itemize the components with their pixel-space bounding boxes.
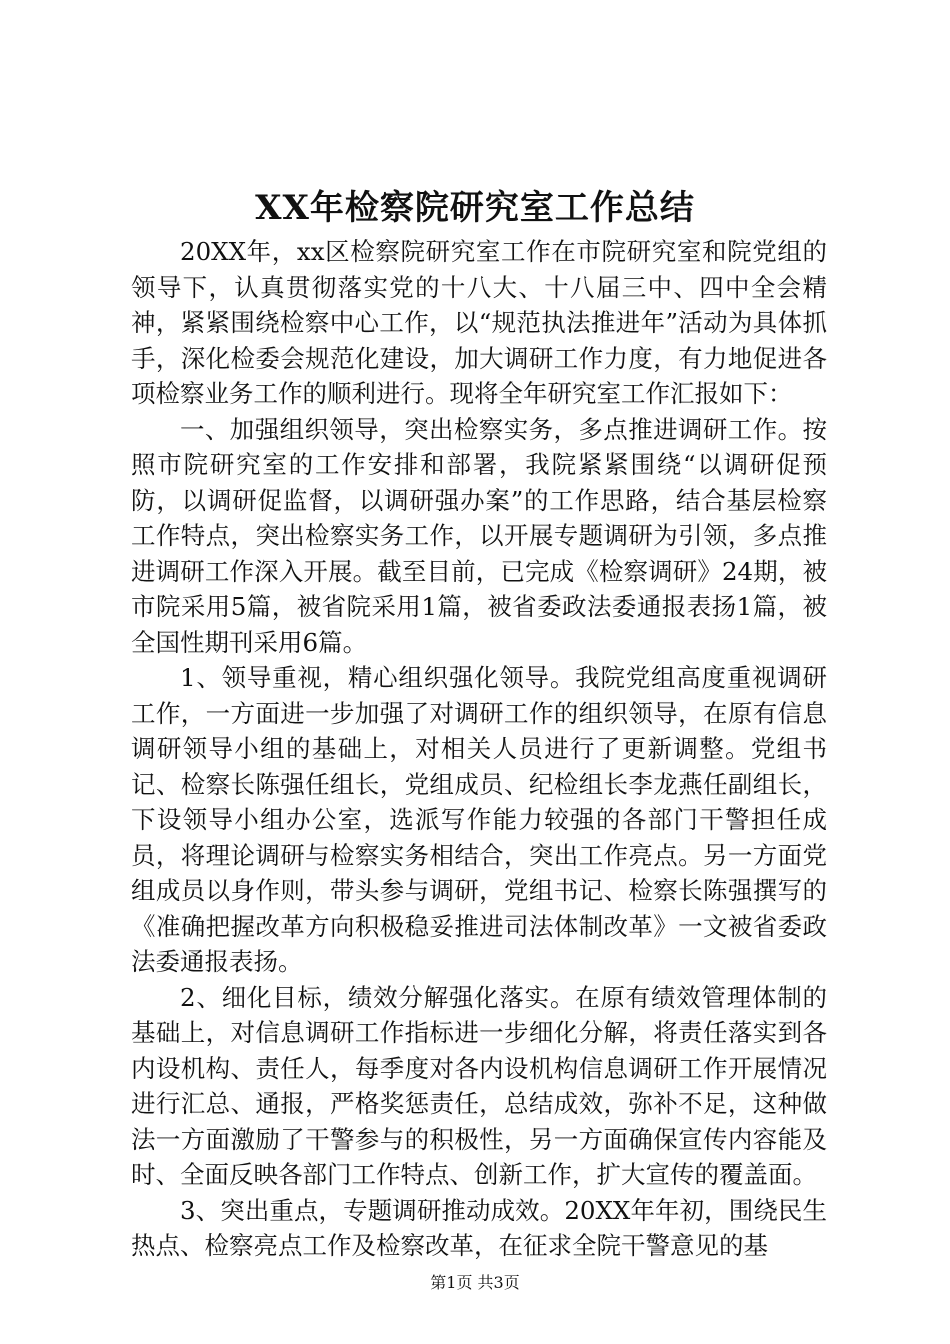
paragraph-item-3: 3、突出重点，专题调研推动成效。20XX年年初，围绕民生热点、检察亮点工作及检察改革，在征求全院干警意见的基 <box>131 1195 827 1260</box>
paragraph-section-1: 一、加强组织领导，突出检察实务，多点推进调研工作。按照市院研究室的工作安排和部署，我院紧紧围绕“以调研促预防，以调研促监督，以调研强办案”的工作思路，结合基层检察工作特点，突出检察实务工作，以开展专题调研为引领，多点推进调研工作深入开展。截至目前，已完成《检察调研》24期，被市院采用5篇，被省院采用1篇，被省委政法委通报表扬1篇，被全国性期刊采用6篇。 <box>131 414 827 657</box>
document-body <box>131 234 827 1264</box>
paragraph-intro: 20XX年，xx区检察院研究室工作在市院研究室和院党组的领导下，认真贯彻落实党的十八大、十八届三中、四中全会精神，紧紧围绕检察中心工作，以“规范执法推进年”活动为具体抓手，深化检委会规范化建设，加大调研工作力度，有力地促进各项检察业务工作的顺利进行。现将全年研究室工作汇报如下： <box>131 237 827 408</box>
paragraph-item-2: 2、细化目标，绩效分解强化落实。在原有绩效管理体制的基础上，对信息调研工作指标进一步细化分解，将责任落实到各内设机构、责任人，每季度对各内设机构信息调研工作开展情况进行汇总、通报，严格奖惩责任，总结成效，弥补不足，这种做法一方面激励了干警参与的积极性，另一方面确保宣传内容能及时、全面反映各部门工作特点、创新工作，扩大宣传的覆盖面。 <box>131 982 827 1189</box>
page-footer: 第1页 共3页 <box>430 1273 520 1292</box>
document-title: XX年检察院研究室工作总结 <box>255 188 695 228</box>
paragraph-item-1: 1、领导重视，精心组织强化领导。我院党组高度重视调研工作，一方面进一步加强了对调研工作的组织领导，在原有信息调研领导小组的基础上，对相关人员进行了更新调整。党组书记、检察长陈强任组长，党组成员、纪检组长李龙燕任副组长，下设领导小组办公室，选派写作能力较强的各部门干警担任成员，将理论调研与检察实务相结合，突出工作亮点。另一方面党组成员以身作则，带头参与调研，党组书记、检察长陈强撰写的《准确把握改革方向积极稳妥推进司法体制改革》一文被省委政法委通报表扬。 <box>131 663 827 976</box>
